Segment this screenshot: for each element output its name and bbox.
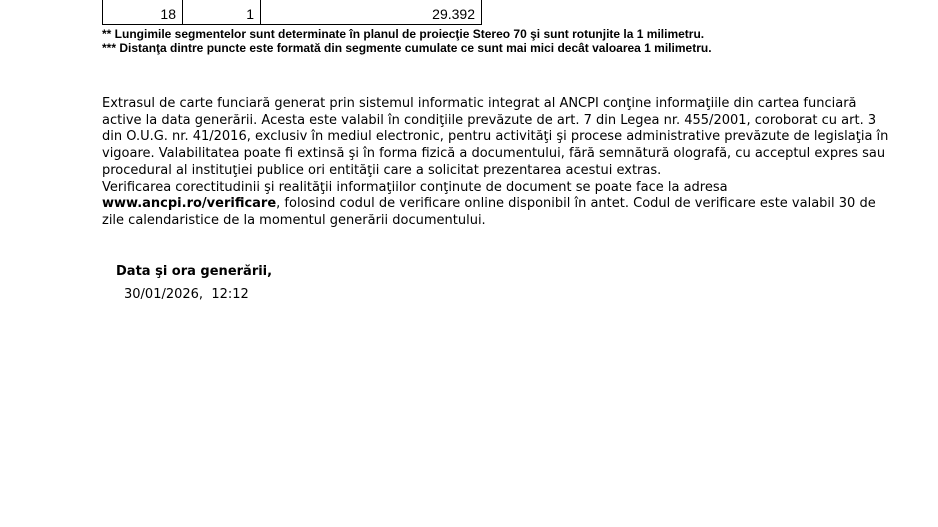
- validity-paragraph: Extrasul de carte funciară generat prin sistemul informatic integrat al ANCPI conţine informaţiile din cartea funciară active la data generării. Acesta este valabil în condiţiile prevăzute de art. 7 din Legea nr. 455/2001, coroborat cu art. 3 din O.U.G. nr. 41/2016, exclusiv în mediul electronic, pentru activităţi şi procese administrative prevăzute de legislaţia în vigoare. Valabilitatea poate fi extinsă şi în forma fizică a documentului, fără semnătură olografă, cu acceptul expres sau procedural al instituţiei publice ori entităţii care a solicitat prezentarea acestui extras.: [102, 96, 889, 178]
- segment-length: 29.392: [261, 0, 482, 25]
- verification-link[interactable]: www.ancpi.ro/verificare: [102, 196, 277, 212]
- generation-date-value: 30/01/2026, 12:12: [124, 287, 249, 302]
- segments-table: [102, 0, 482, 25]
- verification-text: Verificarea corectitudinii şi realităţii informaţiilor conţinute de document se poate face la adresa: [102, 179, 728, 195]
- verification-paragraph: [102, 180, 892, 230]
- segment-start-point: 18: [103, 0, 183, 25]
- generation-date-label: Data şi ora generării,: [116, 264, 273, 279]
- segment-end-point: 1: [183, 0, 261, 25]
- legal-text: [102, 96, 892, 230]
- table-footnotes: [102, 27, 712, 55]
- verification-validity-text: , folosind codul de verificare online disponibil în antet. Codul de verificare este valabil 30 de zile calendaristice de la momentul generării documentului.: [102, 196, 876, 228]
- table-row: [103, 0, 482, 25]
- footnote-projection: ** Lungimile segmentelor sunt determinate în planul de proiecţie Stereo 70 şi sunt rotunjite la 1 milimetru.: [102, 27, 705, 41]
- footnote-distance: *** Distanţa dintre puncte este formată din segmente cumulate ce sunt mai mici decât valoarea 1 milimetru.: [102, 41, 712, 55]
